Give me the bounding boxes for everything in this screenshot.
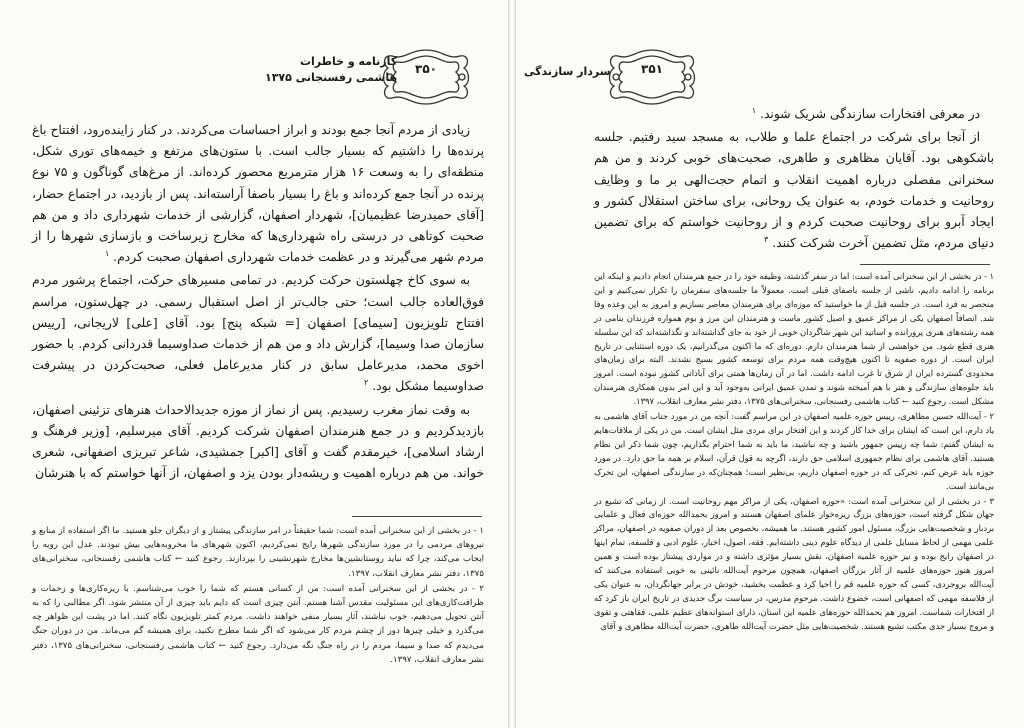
right-footnotes	[594, 270, 994, 635]
left-body-text	[32, 120, 484, 484]
footnote-mark: ۲	[364, 378, 369, 388]
book-gutter	[508, 0, 516, 728]
footnote-mark: ۱	[751, 105, 757, 115]
right-running-title-line-1: سردار سازندگی	[524, 65, 611, 78]
left-page-header	[225, 46, 480, 116]
left-paragraph-2: به سوی کاخ چهلستون حرکت کردیم. در تمامی مسیرهای حرکت، اجتماع پرشور مردم فوق‌العاده جالب است؛ حتی جالب‌تر از اصل استقبال رسمی. در چهل‌ستون، مراسم افتتاح تلویزیون [سیمای] اصفهان [= شبکه پنج] بود. آقای [علی] لاریجانی، [رییس سازمان صدا وسیما]، گزارش داد و من هم از خدمات صداوسیما قدردانی کردم. با حضور اخوی محمد، مدیرعامل سابق در کنار مدیرعامل فعلی، صحبت‌کردن در پیشرفت صداوسیما مشکل بود. $^۲$	[32, 273, 484, 394]
right-body-text	[594, 104, 994, 254]
left-paragraph-3: به وقت نماز مغرب رسیدیم. پس از نماز از موزه جدیدالاحداث هنرهای تزئینی اصفهان، بازدیدکردیم و در جمع هنرمندان اصفهان شرکت کردیم. آقای میرسلیم، [وزیر فرهنگ و ارشاد اسلامی]، خیرمقدم گفت و آقای [اکبر] جمشیدی، شاعر تبریزی اصفهانی، شعری خواند. من هم درباره اهمیت و ریشه‌دار بودن یزد و اصفهان، از آنها خواستم که با هنرشان	[32, 402, 484, 481]
left-footnote-2: ۲ - در بخشی از این سخنرانی آمده است: من از کسانی هستم که شما را خوب می‌شناسم. با ریزه‌کاری‌ها و زحمات و ظرافت‌کاری‌های این مسئولیت مقدس آشنا هستم. آنتن چیزی است که دایم باید چیزی از آن منتشر شود. اگر مطالبی را که به آنتن تحویل می‌دهیم، خوب نباشند، آثار بسیار منفی خواهند داشت. مردم کمتر تلویزیون نگاه کنند. اما در پشت این ظواهر چه می‌گذرد و خیلی چیزها دور از چشم مردم کار می‌شود که اگر شما مطرح نکنید، برای همیشه گم می‌ماند. من در دوران جنگ می‌دیدم که صدا و سیما، مردم را در راه جنگ نگه می‌دارد. رجوع کنید ← کتاب هاشمی رفسنجانی، سخنرانی‌های ۱۳۷۵، دفتر نشر معارف انقلاب، ۱۳۹۷.	[32, 583, 484, 665]
right-paragraph-1: در معرفی افتخارات سازندگی شریک شوند. $^۱$	[751, 105, 980, 121]
left-paragraph-1: زیادی از مردم آنجا جمع بودند و ابراز احساسات می‌کردند. در کنار زاینده‌رود، افتتاح باغ پرنده‌ها را داشتیم که بسیار جالب است. با ستون‌های مرتفع و خیمه‌های توری شکل، منطقه‌ای را به وسعت ۱۶ هزار مترمربع محصور کرده‌اند. از مرغ‌های گوناگون و ۷۵ نوع پرنده در آنجا جمع کرده‌اند و باغ را بسیار باصفا آراسته‌اند. پس از بازدید، در اجتماع حضار، [آقای حمیدرضا عظیمیان]، شهردار اصفهان، گزارشی از خدمات شهرداری داد و من هم صحبت کوتاهی در درستی راه شهرداری‌ها که مخارج زیرساخت و بازسازی شهرها را از مردم شهر می‌گیرند و در عظمت خدمات شهرداری اصفهان صحبت کردم. $^۱$	[32, 123, 484, 265]
right-paragraph-2: از آنجا برای شرکت در اجتماع علما و طلاب، به مسجد سید رفتیم. جلسه باشکوهی بود. آقایان مظاهری و طاهری، صحبت‌های خوبی کردند و من هم سخنرانی مفصلی درباره اهمیت انقلاب و اتمام حجت‌الهی بر ما و وظایف روحانیت و خدمات خودم، به عنوان یک روحانی، برای ساختن استقلال کشور و ایجاد آبرو برای روحانیت صحبت کردم و از روحانیت خواستم که برای تضمین دنیای مردم، مثل تضمین آخرت شرکت کنند. $^۳$	[594, 130, 995, 251]
left-page-number: ۳۵۰	[415, 62, 437, 76]
right-footnote-1: ۱ - در بخشی از این سخنرانی آمده است: اما در سفر گذشته، وظیفه خود را در جمع هنرمندان انجام دادیم و اینکه این برنامه را ادامه دادیم، ناشی از جلسه باصفای قبلی است. معمولاً ما جلسه‌های سفرمان را تکرار نمی‌کنیم و این منحصر به فرد است. در جلسه قبل از ما خواستید که موزه‌ای برای هنرمندان معاصر بسازیم و امروز به این وعده وفا شد. انصافاً اصفهان یکی از مراکز عمیق و اصیل کشور ماست و هنرمندان این مرز و بوم همواره فرزندان بنامی در همه رشته‌های هنری پرورانده و اساتید این شهر شاگردان خوبی از خود به جای گذاشته‌اند و نگذاشته‌اند که این سلسله هنری قطع شود. من خواهشی از شما هنرمندان دارم. دوره‌ای که ما اکنون می‌گذرانیم، یک دوره استثنایی در تاریخ ایران است. از دوره صفویه تا اکنون هیچ‌وقت همه مردم برای توسعه کشور بسیج نشدند. البته برای زمان‌های محدودی گسترده ایران از شرق تا غرب ادامه داشت. اما در آن زمان‌ها همتی برای آبادانی کشور نبوده است. امروز باید جلوه‌های سازندگی و هنر با هم آمیخته شوند و تمدن عمیق ایرانی به‌وجود آید و این امر بدون همکاری هنرمندان مشکل است. رجوع کنید ← کتاب هاشمی رفسنجانی، سخنرانی‌های ۱۳۷۵، دفتر نشر معارف انقلاب، ۱۳۹۷.	[594, 271, 994, 407]
left-footnote-1: ۱ - در بخشی از این سخنرانی آمده است: شما حقیقتاً در امر سازندگی پیشتاز و از دیگران جلو هستید. ما اگر استفاده از منابع و نیروهای مردمی را در مورد سازندگی شهرها رایج نمی‌کردیم، اکنون شهرهای ما مخروبه‌هایی بیش نبودند. عدل این رویه را ایجاب می‌کند، چرا که نباید روستانشین‌ها مخارج شهرنشینی را بپردازند. رجوع کنید ← کتاب هاشمی رفسنجانی، سخنرانی‌های ۱۳۷۵، دفتر نشر معارف انقلاب، ۱۳۹۷.	[32, 526, 484, 579]
left-running-title-line-2: هاشمی رفسنجانی ۱۳۷۵	[265, 71, 398, 84]
footnote-mark: ۱	[104, 249, 110, 259]
left-page	[0, 0, 508, 728]
right-page	[516, 0, 1024, 728]
left-footnote-divider	[352, 516, 482, 517]
left-running-title-line-1: کارنامه و خاطرات	[299, 55, 398, 68]
left-footnotes	[32, 524, 484, 668]
right-running-title	[524, 64, 611, 80]
right-footnote-2: ۲ - آیت‌الله حسین مظاهری، رییس حوزه علمیه اصفهان در این مراسم گفت: آنچه من در مورد جناب آقای هاشمی به یاد دارم، این است که ایشان برای خدا کار کردند و این افتخار برای مردی مثل ایشان است. من در یکی از ملاقات‌هایم به ایشان گفتم: شما چه رییس جمهور باشید و چه نباشید، ما باید به شما احترام بگذاریم، چون شما ذکر این نظام هستید. آقای هاشمی برای نظام جمهوری اسلامی حق دارند، اگرچه به قول قرآن، اسلام بر همه ما حق دارد. در مورد حوزه باید عرض کنم، تحرکی که در حوزه اصفهان داریم، بی‌نظیر است؛ همچنان‌که در سازندگی اصفهان، این تحرک بی‌مانند است.	[593, 411, 994, 491]
right-footnote-3: ۳ - در بخشی از این سخنرانی آمده است: «حوزه اصفهان، یکی از مراکز مهم روحانیت است. از زمانی که تشیع در جهان شکل گرفته است، حوزه‌های بزرگ ریزه‌خوار علمای اصفهان هستند و امروز بحمدالله حوزه‌ای فعال و علمایی بردبار و شخصیت‌هایی بزرگ، مسئول امور کشور هستند. ما همیشه، بخصوص بعد از دوران صفویه در اصفهان، مراکز علمی مهمی از لحاظ مسایل علمی از دیدگاه علوم دینی داشته‌ایم. فقه، اصول، اخبار، علوم ادبی و فلسفه، تمام اینها در اصفهان رایج بوده و نیز حوزه علمیه اصفهان، نقش بسیار مؤثری داشته و در مواردی پیشتاز بوده است و همین امروز هنوز حوزه‌های علمیه از آثار بزرگان اصفهان، همچون مرحوم آیت‌الله نائینی به خوبی استفاده می‌کنند که آیت‌الله بروجردی، کسی که حوزه علمیه قم را احیا کرد و عظمت بخشید، خودش در برابر جهانگردان، به عنوان یکی از فلاسفه مهمی که اصفهانی است، خضوع داشت. مرحوم مدرس، در سیاست برگ جدیدی در تاریخ ایران باز کرد که از افتخارات شماست. امروز هم بحمدالله حوزه‌های علمیه این استان، دارای استوانه‌های عظیم علمی، فقاهتی و تقوی و مروج بسیار جدی مکتب تشیع هستند. شخصیت‌هایی مثل حضرت آیت‌الله طاهری، حضرت آیت‌الله مظاهری و آقای	[594, 495, 994, 631]
right-page-number: ۳۵۱	[641, 62, 663, 76]
footnote-mark: ۳	[764, 235, 769, 245]
page-number-ornament-icon	[380, 46, 472, 108]
left-running-title	[265, 54, 397, 86]
right-footnote-divider	[860, 264, 990, 265]
page-number-ornament-icon	[606, 46, 698, 108]
